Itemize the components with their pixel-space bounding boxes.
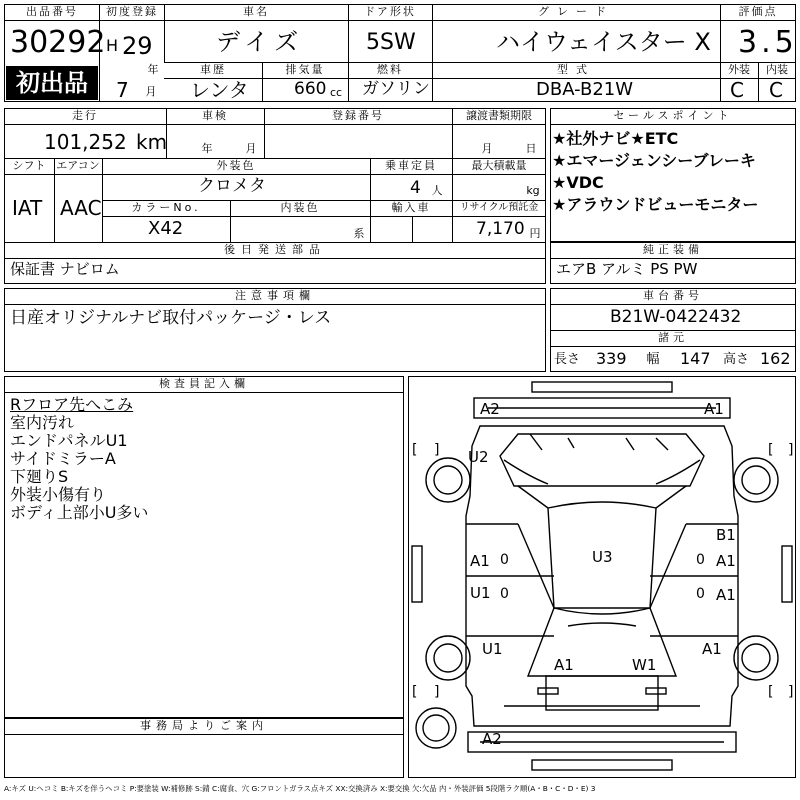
later-parts-title: 後日発送部品 <box>224 243 326 256</box>
damage-left-quarter: U1 <box>482 640 503 658</box>
inspector-line: 外装小傷有り <box>10 485 107 504</box>
mileage-value: 101,252 <box>44 130 127 154</box>
inspector-notes <box>10 396 148 522</box>
bracket-left-bottom: [ <box>412 684 418 700</box>
office-title: 事務局よりご案内 <box>140 719 268 732</box>
spec-title: 諸元 <box>658 331 688 344</box>
transfer-label: 譲渡書類期限 <box>466 109 532 122</box>
bracket-left-top-close: ] <box>434 442 440 458</box>
length-label: 長さ <box>554 352 581 367</box>
history-value: レンタ <box>190 78 249 102</box>
mirror-mark-right-2: 0 <box>696 586 705 602</box>
color-no-value: X42 <box>148 218 184 239</box>
door-value: 5SW <box>366 30 416 55</box>
chassis-value: B21W-0422432 <box>610 307 742 327</box>
shift-value: IAT <box>12 196 43 220</box>
shift-label: シフト <box>12 159 46 172</box>
lot-number: 30292 <box>10 25 106 60</box>
car-name: デイズ <box>216 28 305 56</box>
color-value: クロメタ <box>198 176 266 196</box>
inspection-label: 車検 <box>202 109 228 122</box>
reg-no-label: 登録番号 <box>332 109 384 122</box>
mileage-unit: km <box>136 130 168 154</box>
height-label: 高さ <box>722 352 749 367</box>
chassis-title: 車台番号 <box>643 289 703 302</box>
inspection-month-unit: 月 <box>245 142 257 155</box>
first-listing-text: 初出品 <box>16 69 88 97</box>
load-label: 最大積載量 <box>471 159 527 172</box>
load-unit: kg <box>526 184 540 197</box>
displacement-value: 660 <box>294 79 327 99</box>
ac-value: AAC <box>60 196 102 220</box>
car-name-label: 車名 <box>243 5 269 18</box>
inspector-line: ボディ上部小U多い <box>10 503 149 522</box>
sales-title: セールスポイント <box>613 109 733 122</box>
damage-trunk-left: A1 <box>554 656 574 674</box>
height-value: 162 <box>760 349 791 368</box>
seats-unit: 人 <box>431 184 443 197</box>
recycle-value: 7,170 <box>476 219 525 239</box>
grade-label: グレード <box>538 5 614 18</box>
score-label: 評価点 <box>738 5 778 18</box>
width-label: 幅 <box>646 352 660 367</box>
score-value: 3.5 <box>738 25 798 60</box>
inspector-title: 検査員記入欄 <box>159 377 249 390</box>
bracket-left-top: [ <box>412 442 418 458</box>
width-value: 147 <box>680 349 711 368</box>
recycle-label: リサイクル預託金 <box>459 202 539 213</box>
int-value: C <box>769 78 783 102</box>
damage-left-rear-door: U1 <box>470 584 491 602</box>
notes-title: 注意事項欄 <box>235 289 315 302</box>
interior-unit: 系 <box>353 227 365 240</box>
model-value: DBA-B21W <box>536 79 634 100</box>
reg-month-unit: 月 <box>145 85 157 98</box>
ext-label: 外装 <box>728 63 750 76</box>
lot-label: 出品番号 <box>26 5 78 18</box>
damage-front-left: A2 <box>480 400 500 418</box>
interior-label: 内装色 <box>280 201 320 214</box>
notes-value: 日産オリジナルナビ取付パッケージ・レス <box>10 308 332 328</box>
equipment-value: エアB アルミ PS PW <box>556 260 698 278</box>
sales-point: ★アラウンドビューモニター <box>552 195 759 214</box>
displacement-label: 排気量 <box>285 63 325 76</box>
later-parts-value: 保証書 ナビロム <box>10 260 120 278</box>
transfer-month-unit: 月 <box>481 142 493 155</box>
sales-point: ★社外ナビ★ETC <box>552 129 679 148</box>
color-no-label: カラーNo. <box>131 201 201 214</box>
mirror-mark-right: 0 <box>696 552 705 568</box>
bracket-right-bottom: [ <box>768 684 774 700</box>
sales-point: ★エマージェンシーブレーキ <box>552 151 756 170</box>
color-label: 外装色 <box>216 159 256 172</box>
damage-right-front-fender: B1 <box>716 526 736 544</box>
bracket-right-bottom-close: ] <box>788 684 794 700</box>
damage-left-front-fender: U2 <box>468 448 489 466</box>
door-label: ドア形状 <box>364 5 416 18</box>
recycle-unit: 円 <box>529 227 541 240</box>
grade-value: ハイウェイスター X <box>496 28 711 56</box>
legend: A:キズ U:ヘコミ B:キズを伴うヘコミ P:要塗装 W:補修跡 S:錆 C:腐食、穴 G:フロントガラス点キズ XX:交換済み X:要交換 欠:欠品 内・外装評価 5段階ラク順(A・B・C・D・E) 3 <box>4 784 596 793</box>
mirror-mark-left: 0 <box>500 552 509 568</box>
displacement-unit: cc <box>329 86 343 99</box>
inspector-line: サイドミラーA <box>10 449 116 468</box>
mirror-mark-left-2: 0 <box>500 586 509 602</box>
damage-roof: U3 <box>592 548 613 566</box>
reg-year-unit: 年 <box>147 63 159 76</box>
damage-trunk-right: W1 <box>632 656 657 674</box>
inspector-line: エンドパネルU1 <box>10 431 128 450</box>
damage-left-front-door: A1 <box>470 552 490 570</box>
sales-point: ★VDC <box>552 173 604 192</box>
seats-label: 乗車定員 <box>385 159 437 172</box>
history-label: 車歴 <box>200 63 226 76</box>
reg-month: 7 <box>116 78 129 102</box>
reg-label: 初度登録 <box>106 5 158 18</box>
equipment-title: 純正装備 <box>643 243 703 256</box>
int-label: 内装 <box>766 63 788 76</box>
bracket-left-bottom-close: ] <box>434 684 440 700</box>
damage-rear-bumper: A2 <box>482 730 502 748</box>
car-diagram <box>408 376 796 778</box>
length-value: 339 <box>596 349 627 368</box>
mileage-label: 走行 <box>72 109 98 122</box>
model-label: 型式 <box>557 63 595 76</box>
inspector-line: 室内汚れ <box>10 413 75 432</box>
inspector-line: Rフロア先へこみ <box>10 395 134 414</box>
fuel-value: ガソリン <box>362 79 430 99</box>
ac-label: エアコン <box>56 159 100 172</box>
import-label: 輸入車 <box>391 201 431 214</box>
ext-value: C <box>730 78 744 102</box>
damage-right-rear-door: A1 <box>716 586 736 604</box>
damage-right-front-door: A1 <box>716 552 736 570</box>
inspector-line: 下廻りS <box>10 467 69 486</box>
inspection-year-unit: 年 <box>201 142 213 155</box>
bracket-right-top-close: ] <box>788 442 794 458</box>
damage-front-right: A1 <box>704 400 724 418</box>
reg-era: H <box>106 36 119 55</box>
reg-year: 29 <box>122 32 153 60</box>
bracket-right-top: [ <box>768 442 774 458</box>
transfer-day-unit: 日 <box>525 142 537 155</box>
fuel-label: 燃料 <box>377 63 403 76</box>
sales-list <box>552 128 758 216</box>
damage-right-quarter: A1 <box>702 640 722 658</box>
first-listing-badge <box>6 66 98 100</box>
seats-value: 4 <box>410 178 421 198</box>
